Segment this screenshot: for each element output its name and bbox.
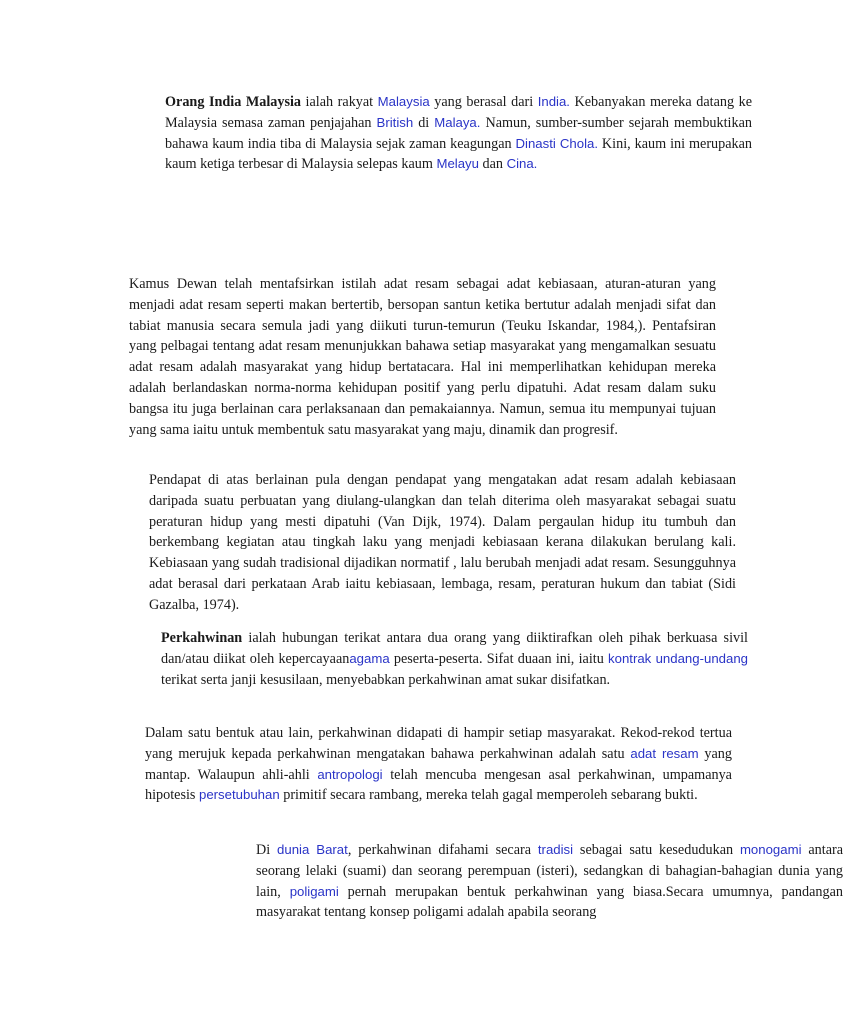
paragraph-kamus-dewan: Kamus Dewan telah mentafsirkan istilah adat resam sebagai adat kebiasaan, aturan-aturan yang menjadi adat resam seperti makan bertertib, bersopan santun ketika bertutur adalah menjadi sifat dan tabiat manusia secara semula jadi yang diikuti turun-temurun (Teuku Iskandar, 1984,). Pentafsiran yang pelbagai tentang adat resam menunjukkan bahawa setiap masyarakat yang mengamalkan sesuatu adat resam adalah masyarakat yang hidup bertatacara. Hal ini memperlihatkan kehidupan mereka adalah berlandaskan norma-norma kehidupan positif yang perlu dipatuhi. Adat resam dalam suku bangsa itu juga berlainan cara perlaksanaan dan pemakaiannya. Namun, semua itu mempunyai tujuan yang sama iaitu untuk membentuk satu masyarakat yang maju, dinamik dan progresif.	[129, 276, 716, 438]
link-poligami[interactable]: poligami	[289, 883, 339, 899]
paragraph-perkahwinan	[91, 628, 748, 690]
paragraph-text: telah mencuba mengesan asal perkahwinan, umpamanya hipotesis	[145, 766, 732, 804]
paragraph-text: Di	[256, 842, 278, 858]
paragraph-text: di	[413, 114, 435, 131]
paragraph-text: pernah merupakan bentuk perkahwinan yang biasa.Secara umumnya, pandangan masyarakat tentang konsep poligami adalah apabila seorang	[256, 883, 843, 921]
link-tradisi[interactable]: tradisi	[537, 842, 574, 857]
paragraph-text: Kebanyakan mereka datang ke Malaysia semasa zaman penjajahan	[165, 94, 752, 131]
paragraph-text: terikat serta janji kesusilaan, menyebabkan perkahwinan amat sukar disifatkan.	[161, 671, 611, 688]
link-monogami[interactable]: monogami	[739, 842, 802, 857]
paragraph-text: ialah rakyat	[301, 94, 378, 110]
link-antropologi[interactable]: antropologi	[317, 766, 383, 782]
paragraph-text: Dalam satu bentuk atau lain, perkahwinan didapati di hampir setiap masyarakat. Rekod-rekod tertua yang merujuk kepada perkahwinan mengatakan bahawa perkahwinan adalah satu	[145, 725, 732, 762]
link-melayu[interactable]: Melayu	[436, 156, 479, 172]
link-malaysia[interactable]: Malaysia	[377, 94, 430, 109]
paragraph-pendapat: Pendapat di atas berlainan pula dengan pendapat yang mengatakan adat resam adalah kebiasaan daripada suatu perbuatan yang diulang-ulangkan dan telah diterima oleh masyarakat sebagai suatu peraturan hidup yang mesti dipatuhi (Van Dijk, 1974). Dalam pergaulan hidup itu tumbuh dan berkembang kegiatan atau tingkah laku yang menjadi kebiasaan kerana dilakukan berulang kali. Kebiasaan yang sudah tradisional dijadikan normatif , lalu berubah menjadi adat resam. Sesungguhnya adat berasal dari perkataan Arab iaitu kebiasaan, lembaga, resam, peraturan hukum dan tabiat (Sidi Gazalba, 1974).	[149, 472, 736, 613]
paragraph-text: , perkahwinan difahami secara	[347, 842, 538, 858]
paragraph-text: yang berasal dari	[429, 94, 538, 110]
link-cina[interactable]: Cina.	[506, 156, 538, 172]
paragraph-text: yang mantap. Walaupun ahli-ahli	[145, 745, 732, 783]
bold-term: Orang India Malaysia	[165, 94, 302, 110]
link-malaya[interactable]: Malaya.	[434, 114, 481, 130]
paragraph-satu-bentuk	[91, 723, 732, 806]
link-dinasti-chola[interactable]: Dinasti Chola.	[515, 135, 598, 151]
paragraph-text: Namun, sumber-sumber sejarah membuktikan bahawa kaum india tiba di Malaysia sejak zaman keagungan	[165, 114, 752, 152]
paragraph-orang-india	[91, 92, 752, 175]
paragraph-text: ialah hubungan terikat antara dua orang yang diiktirafkan oleh pihak berkuasa sivil dan/atau diikat oleh kepercayaan	[161, 630, 748, 667]
link-agama[interactable]: agama	[349, 650, 390, 666]
link-persetubuhan[interactable]: persetubuhan	[199, 787, 280, 803]
link-kontrak-undang-undang[interactable]: kontrak undang-undang	[608, 650, 748, 666]
paragraph-text: sebagai satu kesedudukan	[573, 842, 740, 858]
paragraph-text: antara seorang lelaki (suami) dan seorang perempuan (isteri), sedangkan di bahagian-bahagian dunia yang lain,	[256, 842, 843, 900]
link-adat-resam[interactable]: adat resam	[630, 745, 699, 761]
paragraph-dunia-barat	[91, 840, 843, 924]
link-india[interactable]: India.	[537, 94, 570, 109]
link-british[interactable]: British	[376, 114, 414, 130]
bold-term: Perkahwinan	[161, 630, 243, 646]
paragraph-text: peserta-peserta. Sifat duaan ini, iaitu	[389, 650, 609, 667]
link-dunia-barat[interactable]: dunia Barat	[277, 842, 348, 857]
paragraph-text: primitif secara rambang, mereka telah gagal memperoleh sebarang bukti.	[279, 787, 698, 804]
paragraph-text: dan	[478, 156, 507, 173]
paragraph-text: Kini, kaum ini merupakan kaum ketiga terbesar di Malaysia selepas kaum	[165, 135, 753, 173]
